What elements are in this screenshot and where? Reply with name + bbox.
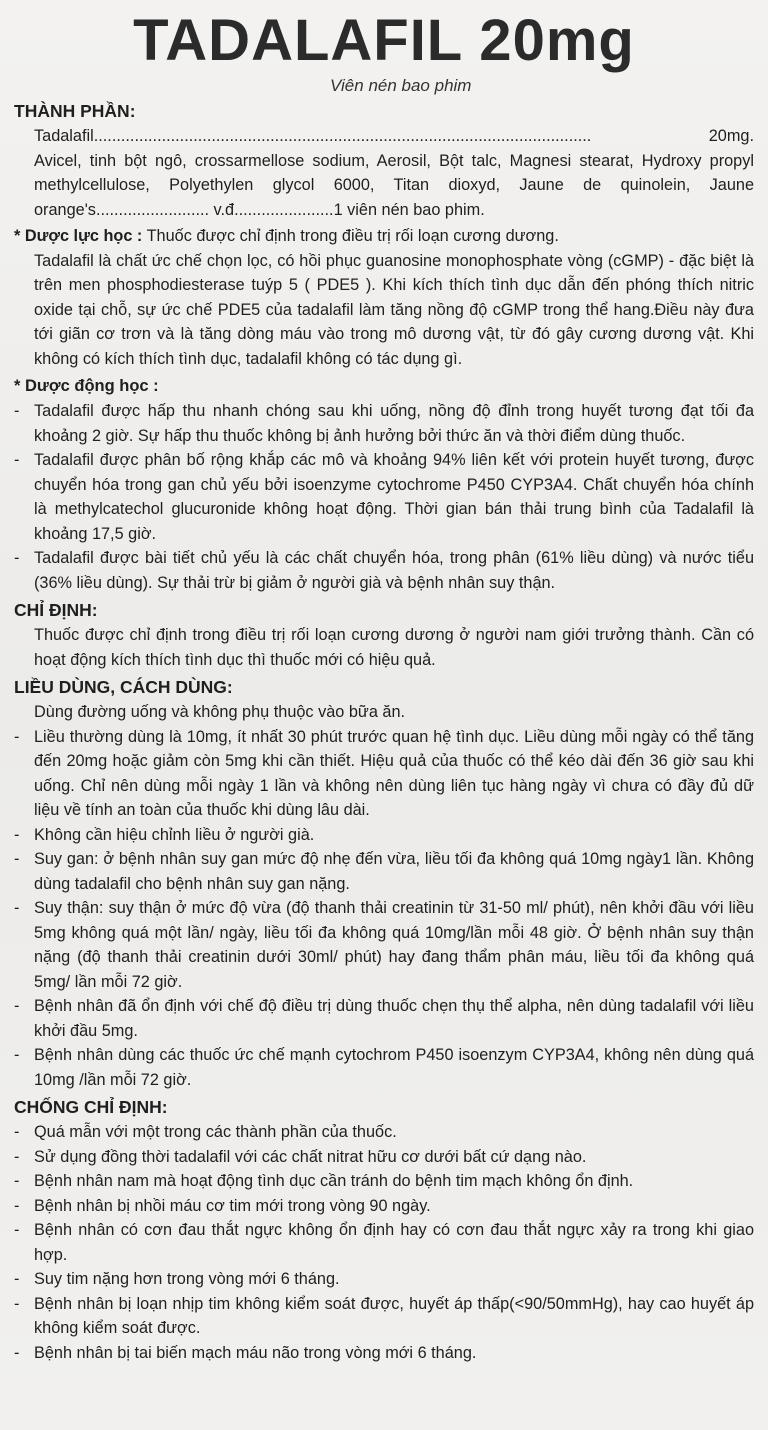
product-title: TADALAFIL 20mg — [133, 8, 635, 73]
list-item: - Suy thận: suy thận ở mức độ vừa (độ thanh thải creatinin từ 31-50 ml/ phút), nên khởi đầu với liều 5mg không quá một lần/ ngày, liều tối đa không quá 10mg/lần mỗi 48 giờ. Ở bệnh nhân suy thận nặng (độ thanh thải creatinin dưới 30ml/ phút) hay đang thẩm phân máu, liều tối đa không quá 5mg/ lần mỗi 72 giờ. — [14, 899, 754, 991]
pharmacokinetics-label: * Dược động học : — [14, 377, 159, 395]
list-item: - Không cần hiệu chỉnh liều ở người già. — [14, 825, 315, 844]
excipients-text: Avicel, tinh bột ngô, crossarmellose sodium, Aerosil, Bột talc, Magnesi stearat, Hydroxy propyl methylcellulose, Polyethylen glycol 6000, Titan dioxyd, Jaune de quinolein, Jaune orange's......................... v.đ......................1 viên nén bao phim. — [34, 151, 754, 219]
list-item: - Bệnh nhân bị nhồi máu cơ tim mới trong vòng 90 ngày. — [14, 1196, 431, 1215]
active-ingredient-amount: 20mg. — [708, 127, 754, 145]
list-item: - Bệnh nhân đã ổn định với chế độ điều trị dùng thuốc chẹn thụ thể alpha, nên dùng tadalafil với liều khởi đầu 5mg. — [14, 997, 754, 1040]
list-item: - Suy tim nặng hơn trong vòng mới 6 tháng. — [14, 1270, 340, 1288]
list-item: - Bệnh nhân có cơn đau thắt ngực không ổn định hay có cơn đau thắt ngực xảy ra trong khi giao hợp. — [14, 1221, 754, 1264]
list-item: - Bệnh nhân bị tai biến mạch máu não trong vòng mới 6 tháng. — [14, 1343, 477, 1362]
list-item: - Tadalafil được hấp thu nhanh chóng sau khi uống, nồng độ đỉnh trong huyết tương đạt tối đa khoảng 2 giờ. Sự hấp thu thuốc không bị ảnh hưởng bởi thức ăn và thời điểm dùng thuốc. — [14, 402, 754, 445]
pharmacodynamics-intro: Thuốc được chỉ định trong điều trị rối loạn cương dương. — [146, 227, 559, 245]
indications-heading: CHỈ ĐỊNH: — [14, 600, 98, 620]
indications-text: Thuốc được chỉ định trong điều trị rối loạn cương dương ở người nam giới trưởng thành. Cần có hoạt động kích thích tình dục thì thuốc mới có hiệu quả. — [34, 626, 754, 669]
leaflet-content — [14, 96, 754, 1365]
active-ingredient-row — [14, 124, 754, 149]
list-item: - Suy gan: ở bệnh nhân suy gan mức độ nhẹ đến vừa, liều tối đa không quá 10mg ngày1 lần. Không dùng tadalafil cho bệnh nhân suy gan nặng. — [14, 850, 754, 893]
composition-heading: THÀNH PHẦN: — [14, 101, 136, 121]
pharmacodynamics-paragraph — [14, 224, 754, 249]
dosage-heading: LIỀU DÙNG, CÁCH DÙNG: — [14, 677, 233, 697]
pharmacodynamics-label: * Dược lực học : — [14, 227, 143, 245]
list-item: - Quá mẫn với một trong các thành phần của thuốc. — [14, 1123, 397, 1141]
list-item: - Tadalafil được phân bố rộng khắp các mô và khoảng 94% liên kết với protein huyết tương, được chuyển hóa trong gan chủ yếu bởi isoenzyme cytochrome P450 CYP3A4. Chất chuyển hóa chính là methylcatechol glucuronide không hoạt động. Thời gian bán thải trung bình của Tadalafil là khoảng 17,5 giờ. — [14, 451, 754, 543]
list-item: - Bệnh nhân bị loạn nhịp tim không kiểm soát được, huyết áp thấp(<90/50mmHg), hay cao huyết áp không kiểm soát được. — [14, 1294, 754, 1337]
list-item: - Sử dụng đồng thời tadalafil với các chất nitrat hữu cơ dưới bất cứ dạng nào. — [14, 1147, 587, 1166]
list-item: - Liều thường dùng là 10mg, ít nhất 30 phút trước quan hệ tình dục. Liều dùng mỗi ngày có thể tăng đến 20mg hoặc giảm còn 5mg khi cần thiết. Hiệu quả của thuốc có thể kéo dài đến 36 giờ sau khi uống. Chỉ nên dùng mỗi ngày 1 lần và không nên dùng liên tục hàng ngày vì chưa có đầy đủ dữ liệu về tính an toàn của thuốc khi dùng lâu dài. — [14, 727, 754, 819]
active-ingredient-name: Tadalafil — [34, 127, 94, 145]
pharmacodynamics-text: Tadalafil là chất ức chế chọn lọc, có hồi phục guanosine monophosphate vòng (cGMP) - đặc biệt là trên men phosphodiesterase tuýp 5 ( PDE5 ). Khi kích thích tình dục dẫn đến phóng thích nitric oxide tại chỗ, sự ức chế PDE5 của tadalafil làm tăng nồng độ cGMP trong thể hang.Điều này đưa tới giãn cơ trơn và là tăng dòng máu vào trong mô dương vật, từ đó gây cương dương vật. Khi không có kích thích tình dục, tadalafil không có tác dụng gì. — [34, 251, 754, 368]
list-item: - Tadalafil được bài tiết chủ yếu là các chất chuyển hóa, trong phân (61% liều dùng) và nước tiểu (36% liều dùng). Sự thải trừ bị giảm ở người già và bệnh nhân suy thận. — [14, 549, 754, 592]
list-item: - Bệnh nhân dùng các thuốc ức chế mạnh cytochrom P450 isoenzym CYP3A4, không nên dùng quá 10mg /lần mỗi 72 giờ. — [14, 1046, 754, 1089]
list-item: - Bệnh nhân nam mà hoạt động tình dục cần tránh do bệnh tim mạch không ổn định. — [14, 1172, 634, 1190]
contraindications-heading: CHỐNG CHỈ ĐỊNH: — [14, 1097, 168, 1117]
dot-leader: .............................................................................................................. — [93, 127, 592, 145]
dosage-intro: Dùng đường uống và không phụ thuộc vào bữa ăn. — [34, 703, 406, 721]
dosage-form-subtitle: Viên nén bao phim — [330, 76, 472, 95]
